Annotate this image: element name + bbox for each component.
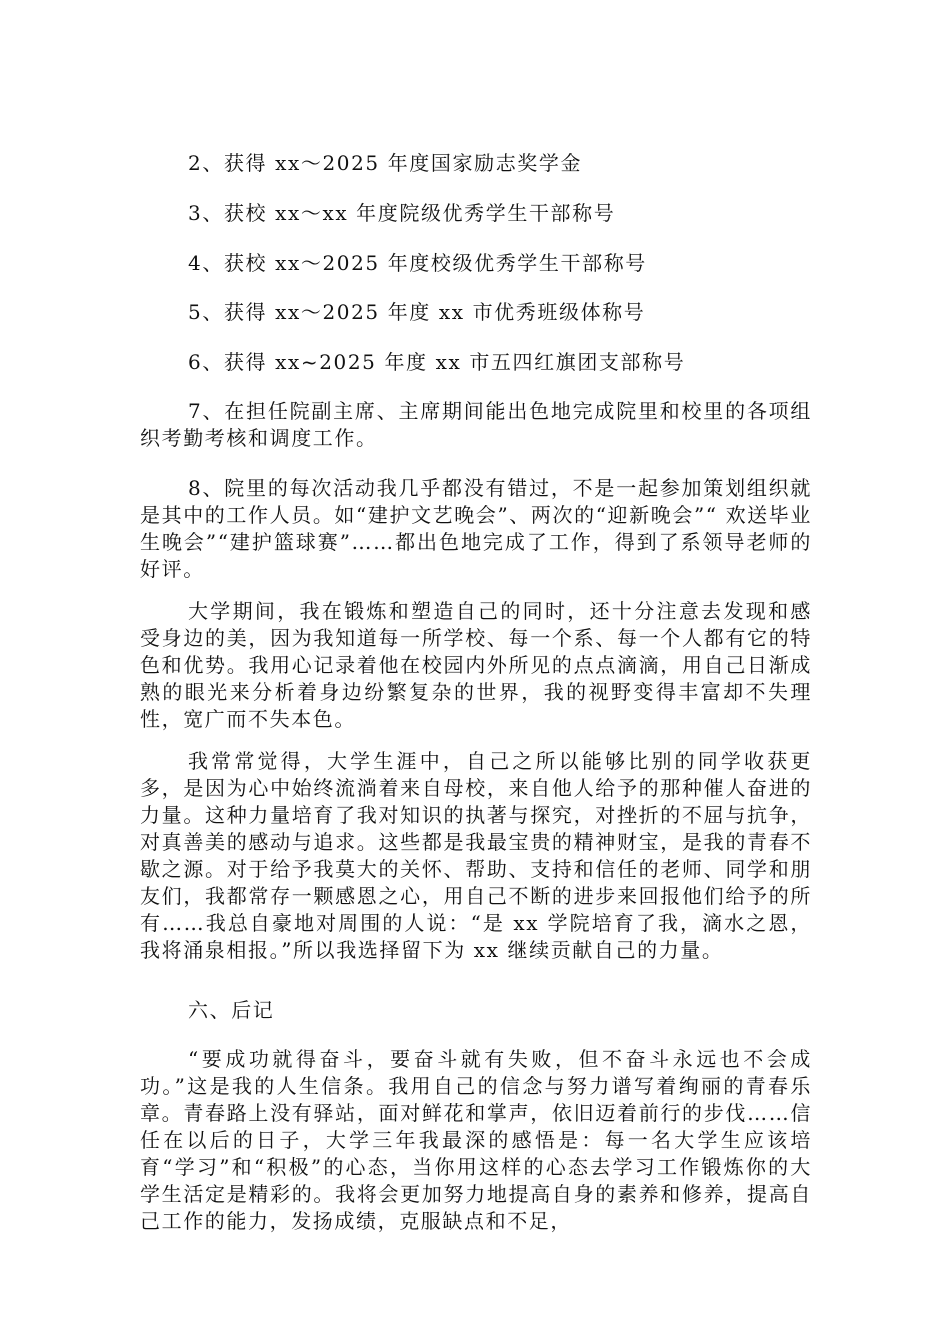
award-item-3: 3、获校 xx～xx 年度院级优秀学生干部称号 xyxy=(188,201,616,225)
award-item-8: 8、院里的每次活动我几乎都没有错过，不是一起参加策划组织就是其中的工作人员。如“建护文艺晚会”、两次的“迎新晚会”“ 欢送毕业生晚会”“建护篮球赛”……都出色地完成了工作，得到了系领导老师的好评。 xyxy=(140,476,812,581)
award-item-5: 5、获得 xx～2025 年度 xx 市优秀班级体称号 xyxy=(188,300,646,324)
section-heading-postscript: 六、后记 xyxy=(188,998,275,1022)
postscript-paragraph: “要成功就得奋斗，要奋斗就有失败，但不奋斗永远也不会成功。”这是我的人生信条。我用自己的信念与努力谱写着绚丽的青春乐章。青春路上没有驿站，面对鲜花和掌声，依旧迈着前行的步伐……信任在以后的日子，大学三年我最深的感悟是：每一名大学生应该培育“学习”和“积极”的心态，当你用这样的心态去学习工作锻炼你的大学生活定是精彩的。我将会更加努力地提高自身的素养和修养，提高自己工作的能力，发扬成绩，克服缺点和不足， xyxy=(140,1047,812,1233)
award-item-6: 6、获得 xx~2025 年度 xx 市五四红旗团支部称号 xyxy=(188,350,686,374)
award-item-2: 2、获得 xx～2025 年度国家励志奖学金 xyxy=(188,151,583,175)
college-paragraph: 大学期间，我在锻炼和塑造自己的同时，还十分注意去发现和感受身边的美，因为我知道每一所学校、每一个系、每一个人都有它的特色和优势。我用心记录着他在校园内外所见的点点滴滴，用自己日渐成熟的眼光来分析着身边纷繁复杂的世界，我的视野变得丰富却不失理性，宽广而不失本色。 xyxy=(140,599,812,731)
award-item-4: 4、获校 xx～2025 年度校级优秀学生干部称号 xyxy=(188,251,647,275)
gratitude-paragraph: 我常常觉得，大学生涯中，自己之所以能够比别的同学收获更多，是因为心中始终流淌着来自母校，来自他人给予的那种催人奋进的力量。这种力量培育了我对知识的执著与探究，对挫折的不屈与抗争，对真善美的感动与追求。这些都是我最宝贵的精神财宝，是我的青春不歇之源。对于给予我莫大的关怀、帮助、支持和信任的老师、同学和朋友们，我都常存一颗感恩之心，用自己不断的进步来回报他们给予的所有……我总自豪地对周围的人说：“是 xx 学院培育了我，滴水之恩，我将涌泉相报。”所以我选择留下为 xx 继续贡献自己的力量。 xyxy=(140,749,812,962)
award-item-7: 7、在担任院副主席、主席期间能出色地完成院里和校里的各项组织考勤考核和调度工作。 xyxy=(140,399,812,450)
